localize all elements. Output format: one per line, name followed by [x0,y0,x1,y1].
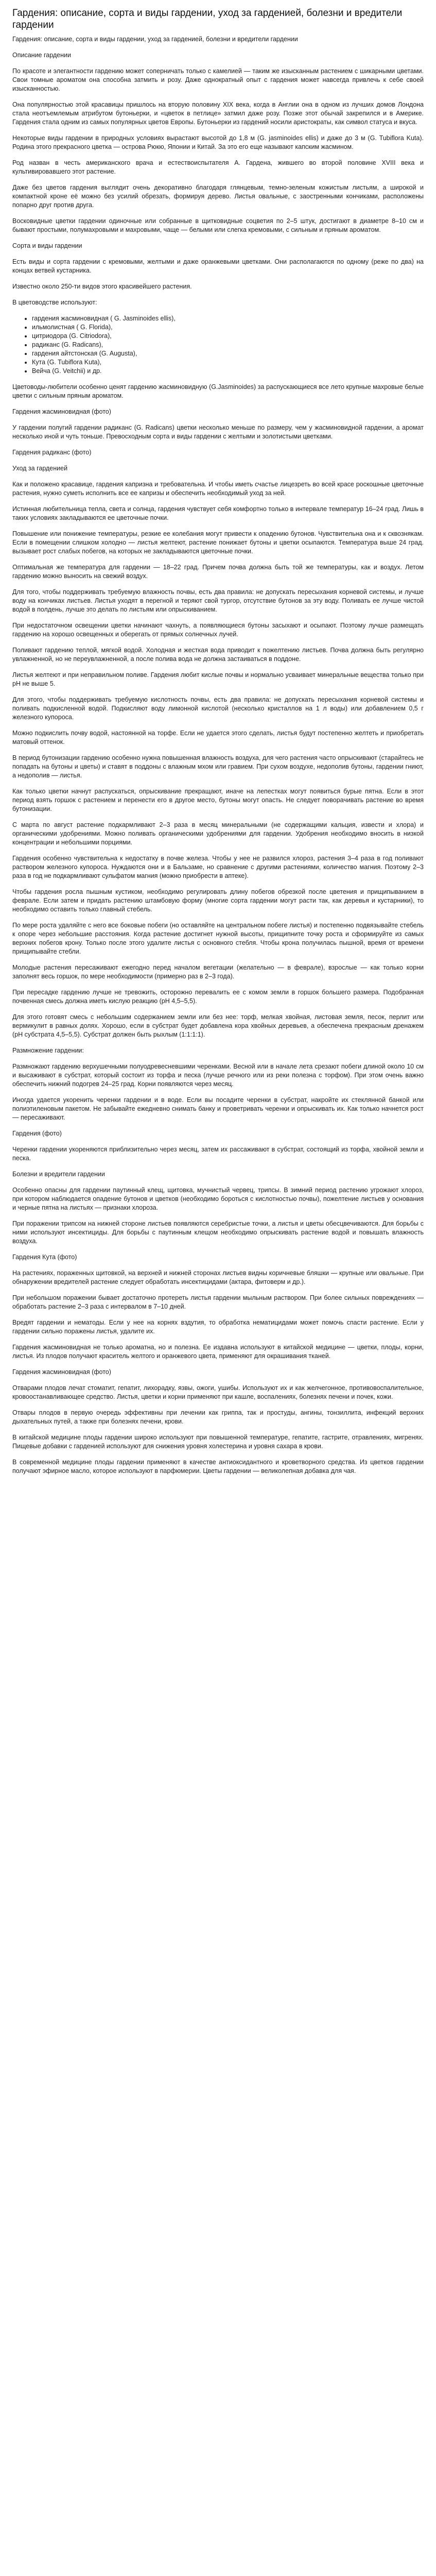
species-list [12,314,424,376]
paragraph: Для этого, чтобы поддерживать требуемую кислотность почвы, есть два правила: не допускать пересыхания корневой системы и поливать подкисленной водой. Подкисляют воду лимонной кислотой (несколько кристаллов на 1 л воды) или добавлением 0,5 г железного купороса. [12,696,424,721]
paragraph: В современной медицине плоды гардении применяют в качестве антиоксидантного и кроветворного средства. Из цветков гардении получают эфирное масло, которое используют в парфюмерии. Цветы гардении — великолепная добавка для чая. [12,1459,424,1475]
paragraph: Сорта и виды гардении [12,242,82,249]
list-item: • цитриодора (G. Citriodora), [32,332,424,341]
paragraph: Размножают гардению верхушечными полуодревесневшими черенками. Весной или в начале лета срезают побеги длиной около 10 см и высаживают в субстрат, который состоит из торфа и песка (лучше речного или из реки полезна с торфом). При этом очень важно обеспечить нижний подогрев 24–25 град. Корни появляются через месяц. [12,1063,424,1088]
paragraph: При поражении трипсом на нижней стороне листьев появляются серебристые точки, а листья и цветы обесцвечиваются. Для борьбы с ними используют инсектициды. Для борьбы с паутинным клещом необходимо опрыскивать растение водой и повышать влажность воздуха. [12,1220,424,1245]
paragraph: Особенно опасны для гардении паутинный клещ, щитовка, мучнистый червец, трипсы. В зимний период растению угрожают хлороз, при котором наблюдается опадение бутонов и цветков (необходимо бороться с кислотностью почвы), пожелтение листьев у основания и черные пятна на листьях — признаки хлороза. [12,1187,424,1211]
list-item: • Кута (G. Tubiflora Kuta), [32,358,424,367]
article-body [12,51,424,1476]
paragraph: Повышение или понижение температуры, резкие ее колебания могут привести к опадению бутонов. Чувствительна она и к сквознякам. Если в помещении слишком холодно — листья желтеют, растение понижает бутоны и цветки осыпаются. Температура выше 24 град. вызывает рост слабых побегов, на которых не закладываются цветочные почки. [12,530,424,555]
paragraph: Истинная любительница тепла, света и солнца, гардения чувствует себя комфортно только в интервале температур 16–24 град. Лишь в таких условиях закладываются ее цветочные почки. [12,505,424,521]
page-title: Гардения: описание, сорта и виды гардении, уход за гарденией, болезни и вредители гардении [12,8,403,30]
paragraph: Гардения особенно чувствительна к недостатку в почве железа. Чтобы у нее не развился хлороз, растения 3–4 раза в год поливают раствором железного купороса. Нуждаются они и в Бальзаме, но сравнение с другими растениями, количество магния. Поэтому 2–3 раза в год не подкармливают сульфатом магния (можно приобрести в аптеке). [12,855,424,879]
paragraph: Для этого готовят смесь с небольшим содержанием земли или без нее: торф, мелкая хвойная, листовая земля, песок, перлит или вермикулит в равных долях. Хорошо, если в субстрат будет добавлена кора хвойных деревьев, а обеспечена прекрасным дренажем (рН субстрата 4,5–5,5). Субстрат должен быть рыхлым (1:1:1:1). [12,1013,424,1038]
paragraph: Отварами плодов лечат стоматит, гепатит, лихорадку, язвы, ожоги, ушибы. Используют их и как желчегонное, противовоспалительное, кровоостанавливающее средство. Листья, цветки и корни применяют при кашле, воспалениях, болезнях печени и почек, кожи. [12,1384,424,1400]
paragraph: Уход за гарденией [12,465,68,472]
paragraph: Есть виды и сорта гардении с кремовыми, желтыми и даже оранжевыми цветками. Они располагаются по одному (реже по два) на концах ветвей кустарника. [12,258,424,274]
paragraph: В период бутонизации гардению особенно нужна повышенная влажность воздуха, для чего растения часто опрыскивают (старайтесь не попадать на бутоны и цветы) и ставят в поддоны с влажным мхом или гравием. При сухом воздухе, недополив бутоны, гардении гниют, а недополив — листья. [12,754,424,779]
paragraph: Молодые растения пересаживают ежегодно перед началом вегетации (желательно — в феврале), взрослые — как только корни заполнят весь горшок, по мере необходимости (примерно раз в 2–3 года). [12,964,424,980]
paragraph: На растениях, пораженных щитовкой, на верхней и нижней сторонах листьев видны коричневые бляшки — крупные или овальные. При обнаружении вредителей растение следует обработать инсектицидами (актара, фитоверм и др.). [12,1269,424,1285]
paragraph: Размножение гардении: [12,1047,84,1054]
paragraph: В китайской медицине плоды гардении широко используют при повышенной температуре, гепатите, гастрите, отравлениях, мигренях. Пищевые добавки с гарденией используют для снижения уровня холестерина и уровня сахара в крови. [12,1434,424,1450]
paragraph: Черенки гардении укореняются приблизительно через месяц, затем их рассаживают в субстрат, состоящий из торфа, хвойной земли и песка. [12,1146,424,1162]
paragraph: С марта по август растение подкармливают 2–3 раза в месяц минеральными (не содержащими кальция, извести и хлора) и органическими удобрениями. Можно поливать органическими удобрениями для гардении. Удобрения необходимо вносить в низкой концентрации и небольшими порциями. [12,821,424,846]
paragraph: При небольшом поражении бывает достаточно протереть листья гардении мыльным раствором. При более сильных повреждениях — обработать растение 2–3 раза с интервалом в 7–10 дней. [12,1294,424,1310]
intro-paragraph: Гардения: описание, сорта и виды гардении, уход за гарденией, болезни и вредители гардении [12,36,298,43]
paragraph: Она популярностью этой красавицы пришлось на вторую половину XIX века, когда в Англии она в одном из лучших домов Лондона стала неотъемлемым атрибутом бутоньерки, и «цветок в петлице» затмил даже розу. Позже этот обычай закрепился и в Америке. Гардения стала одним из самых популярных цветов Европы. Бутоньерки из гардений носили аристократы, как символ статуса и вкуса. [12,101,424,126]
paragraph: Некоторые виды гардении в природных условиях вырастают высотой до 1,8 м (G. jasminoides ellis) и даже до 3 м (G. Tubiflora Kuta). Родина этого прекрасного цветка — острова Рюкю, Японии и Китай. За это его еще называют капским жасмином. [12,134,424,150]
paragraph: Гардения жасминовидная не только ароматна, но и полезна. Ее издавна используют в китайской медицине — цветки, плоды, корни, листья. Из плодов получают краситель желтого и оранжевого цвета, применяют для окрашивания тканей. [12,1344,424,1360]
paragraph: Иногда удается укоренить черенки гардении и в воде. Если вы посадите черенки в субстрат, накройте их стеклянной банкой или полиэтиленовым пакетом. Не забывайте ежедневно снимать банку и проветривать черенки и опрыскивать их. Как только начнется рост — пересаживают. [12,1096,424,1121]
paragraph: Даже без цветов гардения выглядит очень декоративно благодаря глянцевым, темно-зеленым кожистым листьям, а широкой и компактной кроне её можно без усилий обрезать, формируя дерево. Листья овальные, с заостренными кончиками, расположены попарно друг против друга. [12,184,424,209]
section-heading: Описание гардении [12,52,72,59]
paragraph: Восковидные цветки гардении одиночные или собранные в щитковидные соцветия по 2–5 штук, достигают в диаметре 8–10 см и бывают простыми, полумахровыми и махровыми, чаще — белыми или слегка кремовыми, с сильным и пряным ароматом. [12,217,424,233]
paragraph: Чтобы гардения росла пышным кустиком, необходимо регулировать длину побегов обрезкой после цветения и прищипыванием в феврале. Если затем и придать растению штамбовую форму (многие сорта гардении могут расти так, как деревья и кустарники), то необходимо оставить только главный стебель. [12,888,424,913]
paragraph: По мере роста удаляйте с него все боковые побеги (но оставляйте на центральном побеге листья) и постепенно подвязывайте стебель к опоре через небольшие расстояния. Когда растение достигнет нужной высоты, прищипните точку роста и сформируйте из самых верхних побегов крону. Только после этого удалите листья с основного стебля. Чтобы крона получилась пышной, время от времени прищипывайте стебли. [12,922,424,955]
paragraph: Гардения жасминовидная (фото) [12,1368,111,1376]
list-item: • ильмолистная ( G. Florida), [32,323,424,332]
paragraph: Болезни и вредители гардении [12,1171,105,1178]
paragraph: Вредят гардении и нематоды. Если у нее на корнях вздутия, то обработка нематицидами может помочь спасти растение. Если у гардении сильно поражены листья, удалите их. [12,1319,424,1335]
paragraph: Отвары плодов в первую очередь эффективны при лечении как гриппа, так и простуды, ангины, тонзиллита, инфекций верхних дыхательных путей, а также при болезнях печени, крови. [12,1409,424,1425]
paragraph: Гардения (фото) [12,1130,62,1137]
paragraph: Гардения Кута (фото) [12,1253,77,1261]
paragraph: Гардения радиканс (фото) [12,449,92,456]
list-item: • гардения айтстонская (G. Augusta), [32,349,424,358]
paragraph: По красоте и элегантности гардению может соперничать только с камелией — таким же изысканным растением с шикарными цветами. Свои томные ароматом она способна затмить и розу. Даже однократный опыт с гардения может навсегда привлечь к себе своей изысканностью. [12,67,424,92]
paragraph: Поливают гардению теплой, мягкой водой. Холодная и жесткая вода приводит к пожелтению листьев. Почва должна быть регулярно увлажненной, но не переувлажненной, а после полива вода не должна застаиваться в поддоне. [12,647,424,663]
paragraph: Род назван в честь американского врача и естествоиспытателя А. Гардена, жившего во второй половине XVIII века и культивировавшего этот растение. [12,159,424,175]
paragraph: Цветоводы-любители особенно ценят гардению жасминовидную (G.Jasminoides) за распускающиеся все лето крупные махровые белые цветки с сильным пряным ароматом. [12,383,424,399]
list-item: • Вейча (G. Veitchii) и др. [32,367,424,376]
list-item: • радиканс (G. Radicans), [32,341,424,349]
list-item: • гардения жасминовидная ( G. Jasminoides ellis), [32,314,424,323]
paragraph: При пересадке гардению лучше не тревожить, осторожно перевалить ее с комом земли в горшок большего размера. Подобранная почвенная смесь должна иметь кислую реакцию (рН 4,5–5,5). [12,989,424,1005]
paragraph: Гардения жасминовидная (фото) [12,408,111,415]
paragraph: Для того, чтобы поддерживать требуемую влажность почвы, есть два правила: не допускать пересыхания корневой системы, и лучше воду на кончиках листьев. Листья уходят в перегной и теряют свой тургор, отсутствие бутонов за эту воду. Поливать ее лучше чистой водой в полдень, лучше это делать по листьям или опрыскиванием. [12,588,424,613]
paragraph: При недостаточном освещении цветки начинают чахнуть, а появляющиеся бутоны засыхают и осыпают. Поэтому лучше размещать гардению на хорошо освещенных и оберегать от прямых солнечных лучей. [12,622,424,638]
paragraph: Как только цветки начнут распускаться, опрыскивание прекращают, иначе на лепестках могут появиться бурые пятна. Если в этот период взять горшок с растением и перенести его в другое место, бутоны могут опасть. Не следует поворачивать растение во время бутонизации. [12,788,424,812]
paragraph: Известно около 250-ти видов этого красивейшего растения. [12,283,192,290]
paragraph: Как и положено красавице, гардения капризна и требовательна. И чтобы иметь счастье лицезреть во всей красе роскошные цветочные растения, нужно суметь исполнить все ее капризы и обеспечить необходимый уход за ней. [12,481,424,497]
paragraph: У гардении полугий гардении радиканс (G. Radicans) цветки несколько меньше по размеру, чем у жасминовидной гардении, а аромат несколько иной и чуть тоньше. Превосходным сорта и виды гардении с желтыми и золотистыми цветками. [12,424,424,440]
paragraph: Оптимальная же температура для гардении — 18–22 град. Причем почва должна быть той же температуры, как и воздух. Летом гардению можно выносить на свежий воздух. [12,564,424,580]
paragraph: Можно подкислить почву водой, настоянной на торфе. Если не удается этого сделать, листья будут постепенно желтеть и приобретать матовый оттенок. [12,730,424,745]
paragraph: В цветоводстве используют: [12,299,97,306]
paragraph: Листья желтеют и при неправильном поливе. Гардения любит кислые почвы и нормально усваивает минеральные вещества только при pH не выше 5. [12,671,424,687]
